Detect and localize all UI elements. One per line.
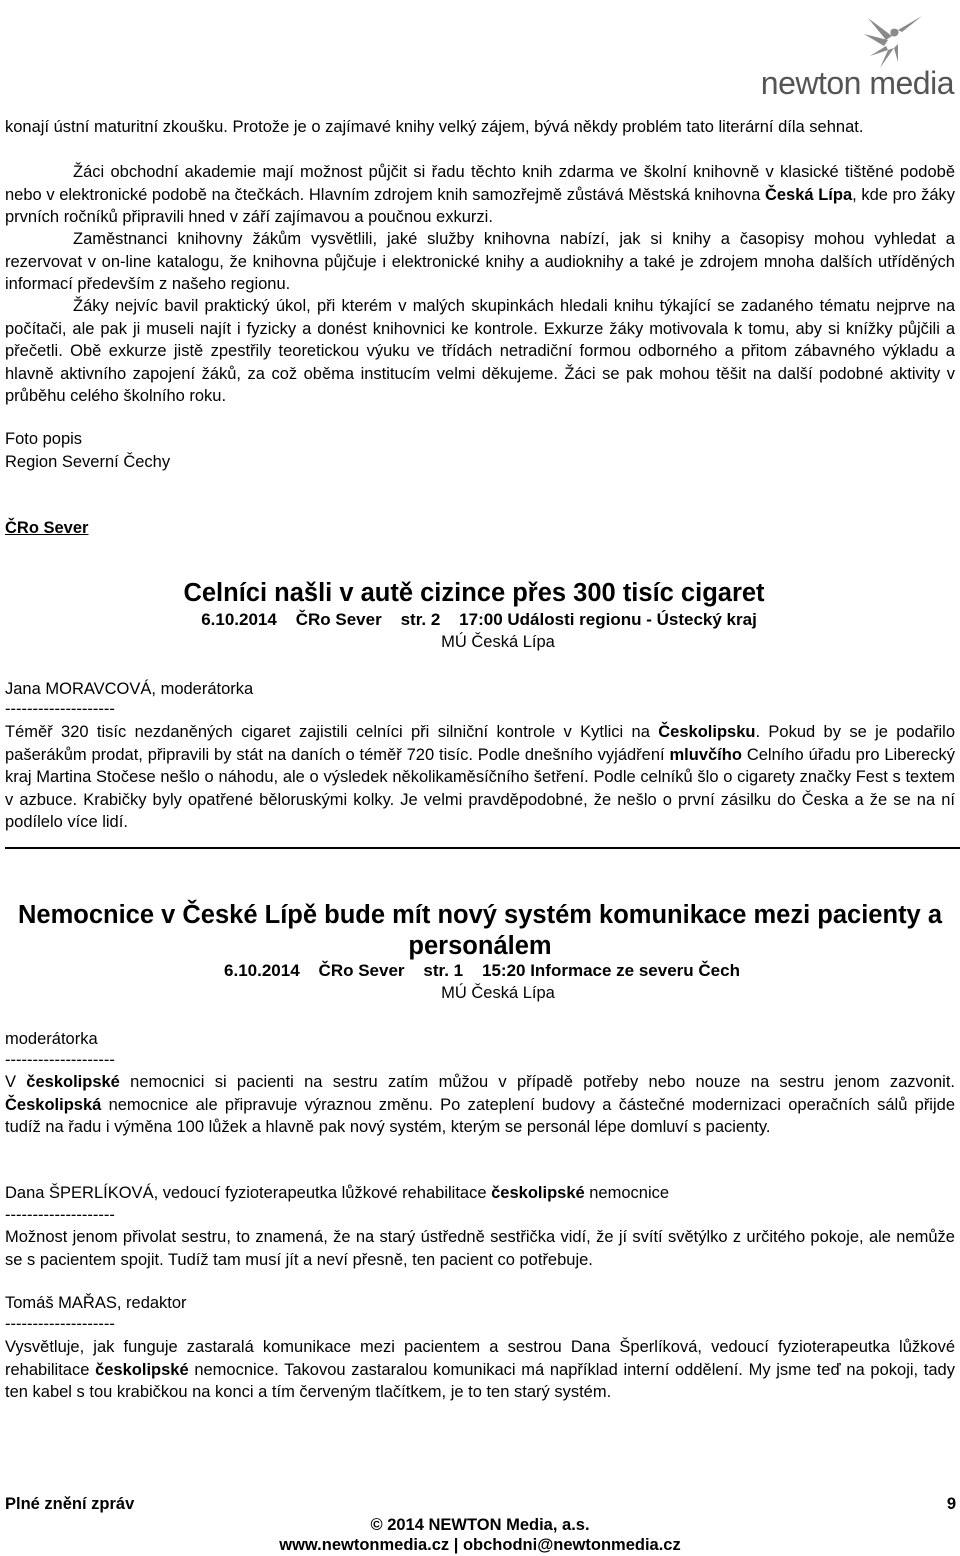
article-2-speaker-2: Dana ŠPERLÍKOVÁ, vedoucí fyzioterapeutka lůžkové rehabilitace českolipské nemocnice <box>5 1184 670 1202</box>
page-number: 9 <box>946 1495 956 1513</box>
article-2-dashes-1: -------------------- <box>5 1051 115 1069</box>
footer-left: Plné znění zpráv <box>5 1495 135 1513</box>
intro-paragraph-4: Žáky nejvíc bavil praktický úkol, při kterém v malých skupinkách hledali knihu týkající se zadaného tématu nejprve na počítači, ale pak ji museli najít i fyzicky a donést knihovnici ke kontrole. Exkurze žáky motivovala k tomu, aby si knížky půjčili a přečetli. Obě exkurze jistě zpestřily teoretickou výuku ve třídách netradiční formou odborného a přitom zábavného výkladu a hlavně aktivního zapojení žáků, za což oběma institucím velmi děkujeme. Žáci se pak mohou těšit na další podobné aktivity v průběhu celého školního roku. <box>5 297 955 405</box>
logo-text: newton media <box>760 65 954 101</box>
article-1-title: Celníci našli v autě cizince přes 300 tisíc cigaret <box>183 579 765 607</box>
intro-paragraph-3: Zaměstnanci knihovny žákům vysvětlili, jaké služby knihovna nabízí, jak si knihy a časopisy mohou vyhledat a rezervovat v on-line katalogu, že knihovna půjčuje i elektronické knihy a audioknihy a také je zdrojem mnoha dalších utříděných informací především z našeho regionu. <box>5 230 955 293</box>
article-2-body-3: Vysvětluje, jak funguje zastaralá komunikace mezi pacientem a sestrou Dana Šperlíková, vedoucí fyzioterapeutka lůžkové rehabilitace českolipské nemocnice. Takovou zastaralou komunikaci má například interní oddělení. My jsme teď na pokoji, tady ten kabel s tou krabičkou na konci a tím červeným tlačítkem, je to ten starý systém. <box>5 1338 955 1401</box>
article-1-dashes: -------------------- <box>5 700 115 718</box>
newton-media-logo <box>756 10 956 102</box>
article-2-speaker-3: Tomáš MAŘAS, redaktor <box>5 1294 187 1312</box>
article-1-speaker: Jana MORAVCOVÁ, moderátorka <box>5 680 254 698</box>
region-line: Region Severní Čechy <box>5 453 171 471</box>
article-2-body-1: V českolipské nemocnici si pacienti na sestru zatím můžou v případě potřeby nebo nouze na sestru jenom zazvonit. Českolipská nemocnice ale připravuje výraznou změnu. Po zateplení budovy a částečné modernizaci operačních sálů přijde tudíž na řadu i výměna 100 lůžek a hlavně pak nový systém, kterým se personál lépe domluví s pacienty. <box>5 1073 955 1136</box>
article-2-place: MÚ Česká Lípa <box>441 984 555 1002</box>
article-1-meta: 6.10.2014 ČRo Sever str. 2 17:00 Události regionu - Ústecký kraj <box>201 610 757 629</box>
separator-rule <box>5 847 960 849</box>
source-link[interactable]: ČRo Sever <box>5 519 89 537</box>
article-2-speaker-1: moderátorka <box>5 1030 98 1048</box>
footer-copyright: © 2014 NEWTON Media, a.s. <box>370 1516 590 1534</box>
article-2-body-2: Možnost jenom přivolat sestru, to znamená, že na starý ústředně sestřička vidí, že jí svítí světýlko z určitého pokoje, ale nemůže se s pacientem spojit. Tudíž tam musí jít a neví přesně, ten pacient co potřebuje. <box>5 1228 955 1269</box>
article-2-dashes-2: -------------------- <box>5 1206 115 1224</box>
footer-contact[interactable]: www.newtonmedia.cz | obchodni@newtonmedia.cz <box>279 1536 681 1554</box>
intro-paragraph-1: konají ústní maturitní zkoušku. Protože je o zajímavé knihy velký zájem, bývá někdy problém tato literární díla sehnat. <box>5 118 864 136</box>
hummingbird-icon <box>858 10 928 72</box>
intro-paragraph-2: Žáci obchodní akademie mají možnost půjčit si řadu těchto knih zdarma ve školní knihovně v klasické tištěné podobě nebo v elektronické podobě na čtečkách. Hlavním zdrojem knih samozřejmě zůstává Městská knihovna Česká Lípa, kde pro žáky prvních ročníků připravili hned v září zajímavou a poučnou exkurzi. <box>5 163 955 226</box>
article-1-body: Téměř 320 tisíc nezdaněných cigaret zajistili celníci při silniční kontrole v Kytlici na Českolipsku. Pokud by se je podařilo pašerákům prodat, připravili by stát na daních o téměř 720 tisíc. Podle dnešního vyjádření mluvčího Celního úřadu pro Liberecký kraj Martina Stočese nešlo o náhodu, ale o výsledek několikaměsíčního šetření. Podle celníků šlo o cigarety značky Fest s textem v azbuce. Krabičky byly opatřené běloruskými kolky. Je velmi pravděpodobné, že nešlo o první zásilku do Česka a že se na ní podílelo více lidí. <box>5 723 955 831</box>
article-2-title: Nemocnice v České Lípě bude mít nový systém komunikace mezi pacienty a personálem <box>17 901 943 960</box>
article-1-place: MÚ Česká Lípa <box>441 633 555 651</box>
article-2-meta: 6.10.2014 ČRo Sever str. 1 15:20 Informace ze severu Čech <box>224 961 740 980</box>
photo-caption: Foto popis <box>5 430 83 448</box>
article-2-dashes-3: -------------------- <box>5 1315 115 1333</box>
